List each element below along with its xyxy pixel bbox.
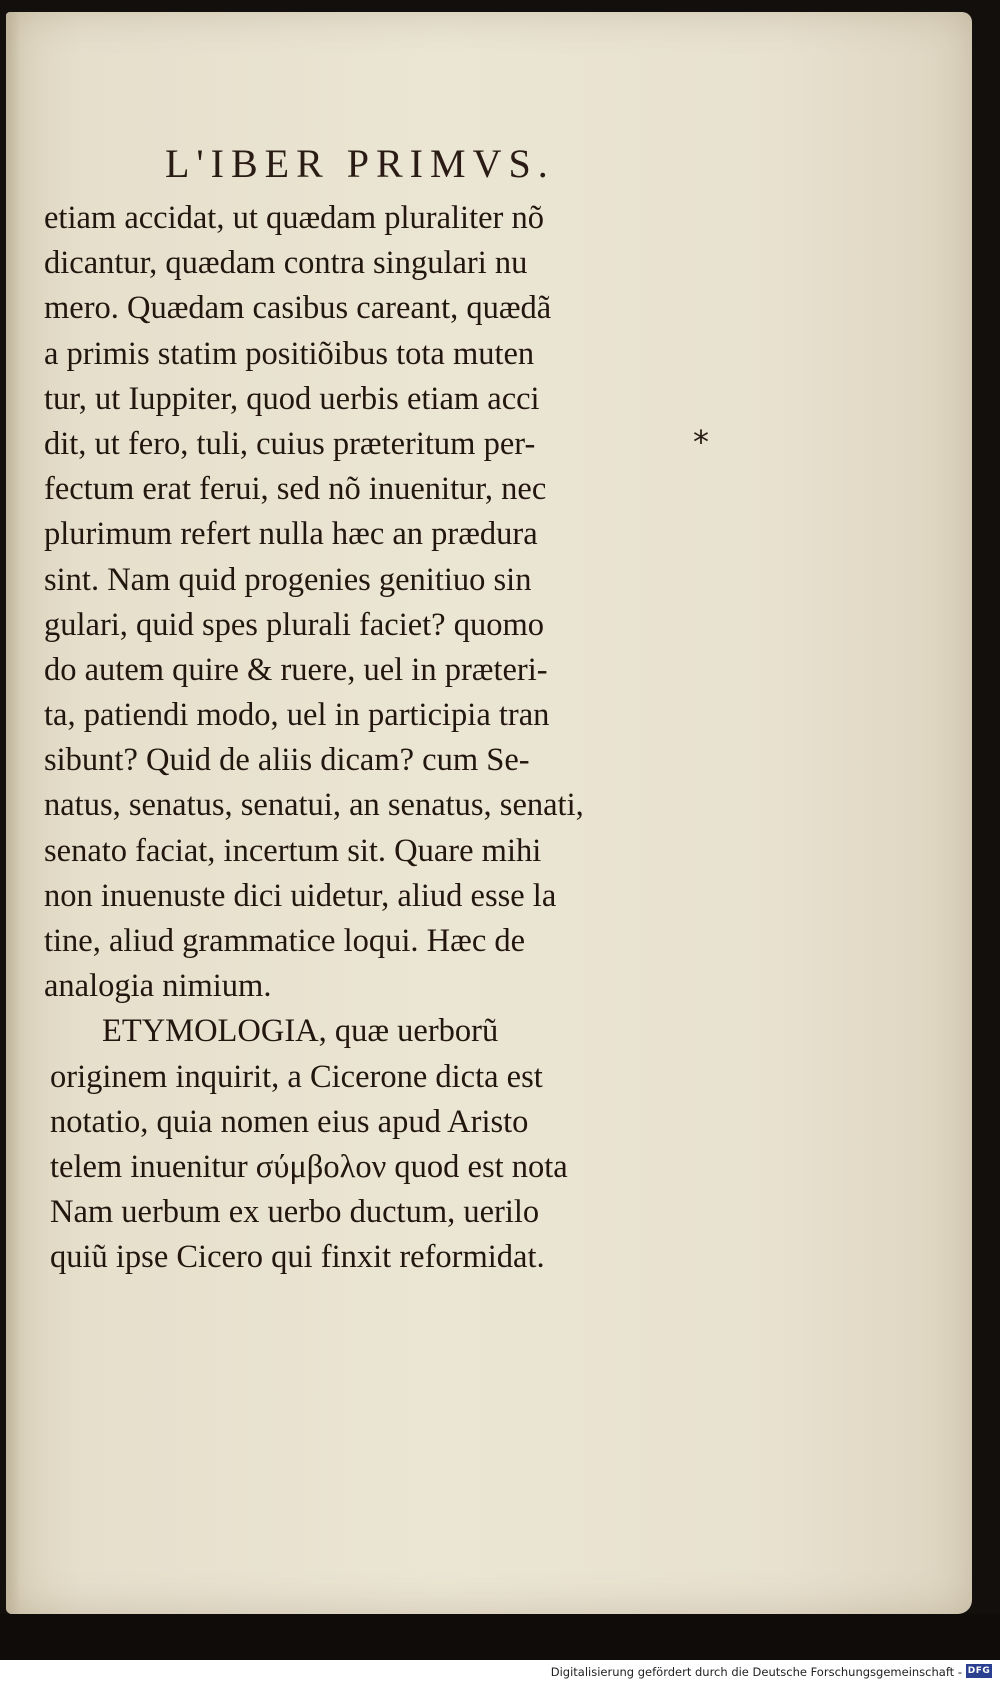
text-line: Nam uerbum ex uerbo ductum, uerilo: [50, 1194, 540, 1231]
text-line: sint. Nam quid progenies genitiuo sin: [44, 561, 532, 598]
text-line: tine, aliud grammatice loqui. Hæc de: [44, 923, 526, 959]
text-line: dicantur, quædam contra singulari nu: [44, 245, 528, 282]
text-line: gulari, quid spes plurali faciet? quomo: [44, 606, 545, 643]
text-line: notatio, quia nomen eius apud Aristo: [50, 1103, 529, 1140]
text-line: etiam accidat, ut quædam pluraliter nõ: [44, 200, 544, 236]
text-line: dit, ut fero, tuli, cuius præteritum per-: [44, 425, 536, 462]
scan-background: [0, 1614, 1000, 1660]
text-line: do autem quire & ruere, uel in præteri-: [44, 651, 548, 688]
text-line: originem inquirit, a Cicerone dicta est: [50, 1058, 543, 1095]
text-line: mero. Quædam casibus careant, quædã: [44, 290, 552, 327]
funding-credit: Digitalisierung gefördert durch die Deutsche Forschungsgemeinschaft -: [550, 1665, 962, 1679]
dfg-logo-icon: DFG: [967, 1666, 991, 1676]
section-heading-line: ETYMOLOGIA, quæ uerborũ: [102, 1013, 499, 1050]
text-line: tur, ut Iuppiter, quod uerbis etiam acci: [44, 380, 540, 417]
text-line: natus, senatus, senatui, an senatus, senati,: [44, 787, 584, 824]
running-head: L'IBER PRIMVS.: [165, 141, 555, 186]
text-line: quiũ ipse Cicero qui finxit reformidat.: [50, 1239, 545, 1276]
text-line: fectum erat ferui, sed nõ inuenitur, nec: [44, 471, 547, 508]
text-line: sibunt? Quid de aliis dicam? cum Se-: [44, 742, 530, 779]
page-gutter-edge: [6, 12, 20, 1614]
text-line: telem inuenitur σύμβολον quod est nota: [50, 1148, 568, 1185]
text-line: non inuenuste dici uidetur, aliud esse la: [44, 877, 557, 914]
text-line: a primis statim positiõibus tota muten: [44, 335, 535, 372]
text-line: analogia nimium.: [44, 968, 272, 1005]
marginal-asterisk: *: [693, 423, 709, 461]
text-line: ta, patiendi modo, uel in participia tran: [44, 697, 550, 734]
text-line: plurimum refert nulla hæc an prædura: [44, 516, 538, 553]
text-line: senato faciat, incertum sit. Quare mihi: [44, 832, 542, 869]
body-text: [44, 196, 684, 1281]
